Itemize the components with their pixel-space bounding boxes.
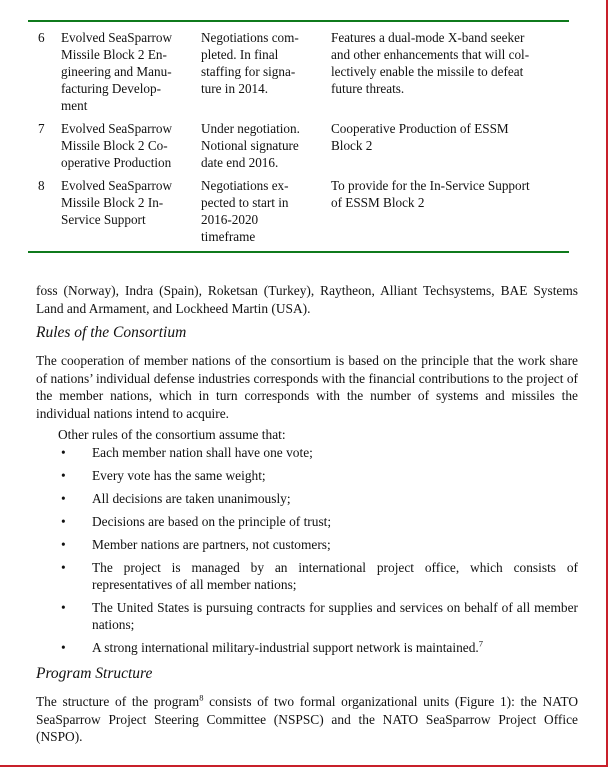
bullet-icon: • <box>61 560 66 575</box>
bullet-icon: • <box>61 514 66 529</box>
list-item: • The project is managed by an international project office, which consists of representatives of all member nations; <box>61 560 578 592</box>
table-bottom-rule <box>28 251 569 253</box>
list-item: • Member nations are partners, not customers; <box>61 537 331 552</box>
bullet-icon: • <box>61 600 66 615</box>
row-status: Negotiations ex- pected to start in 2016-2020 timeframe <box>201 178 289 244</box>
list-item: • Each member nation shall have one vote; <box>61 445 313 460</box>
footnote-marker: 7 <box>478 638 484 649</box>
structure-paragraph: The structure of the program$^8$ consists of two formal organizational units (Figure 1): the NATO SeaSparrow Project Steering Committee (NSPSC) and the NATO SeaSparrow Project Office (NSPO). <box>36 692 578 744</box>
bullet-icon: • <box>61 468 66 483</box>
section-heading-structure: Program Structure <box>36 665 153 682</box>
list-item: • All decisions are taken unanimously; <box>61 491 291 506</box>
agreements-table <box>28 20 569 253</box>
other-rules-intro: Other rules of the consortium assume that: <box>58 427 286 442</box>
row-number: 7 <box>38 121 45 136</box>
cooperation-paragraph: The cooperation of member nations of the consortium is based on the principle that the work share of nations’ individual defense industries corresponds with the financial contributions to the project of the member nations, which in turn corresponds with the number of systems and missiles the individual nations intend to acquire. <box>36 353 578 421</box>
table-row <box>28 114 569 171</box>
consortium-rules-list <box>36 444 578 662</box>
bullet-icon: • <box>61 445 66 460</box>
row-status: Negotiations com- pleted. In final staffing for signa- ture in 2014. <box>201 30 299 96</box>
row-description: Features a dual-mode X-band seeker and other enhancements that will col- lectively enable the missile to defeat future threats. <box>331 30 530 96</box>
list-item: • The United States is pursuing contracts for supplies and services on behalf of all member nations; <box>61 600 578 632</box>
row-title: Evolved SeaSparrow Missile Block 2 Co- operative Production <box>61 121 172 170</box>
bullet-icon: • <box>61 640 66 655</box>
list-item: • A strong international military-industrial support network is maintained.$^7$ <box>61 638 484 655</box>
footnote-marker: 8 <box>199 692 204 703</box>
list-item: • Every vote has the same weight; <box>61 468 266 483</box>
row-number: 6 <box>38 30 45 45</box>
row-description: To provide for the In-Service Support of ESSM Block 2 <box>331 178 530 210</box>
bullet-icon: • <box>61 537 66 552</box>
table-row <box>28 22 569 114</box>
row-title: Evolved SeaSparrow Missile Block 2 En- gineering and Manu- facturing Develop- ment <box>61 30 172 113</box>
row-number: 8 <box>38 178 45 193</box>
row-description: Cooperative Production of ESSM Block 2 <box>331 121 509 153</box>
table-row <box>28 171 569 251</box>
section-heading-rules: Rules of the Consortium <box>36 324 187 341</box>
row-title: Evolved SeaSparrow Missile Block 2 In- Service Support <box>61 178 172 227</box>
list-item: • Decisions are based on the principle of trust; <box>61 514 332 529</box>
row-status: Under negotiation. Notional signature date end 2016. <box>201 121 300 170</box>
bullet-icon: • <box>61 491 66 506</box>
continuation-paragraph: foss (Norway), Indra (Spain), Roketsan (Turkey), Raytheon, Alliant Techsystems, BAE Systems Land and Armament, and Lockheed Martin (USA). <box>36 283 578 316</box>
